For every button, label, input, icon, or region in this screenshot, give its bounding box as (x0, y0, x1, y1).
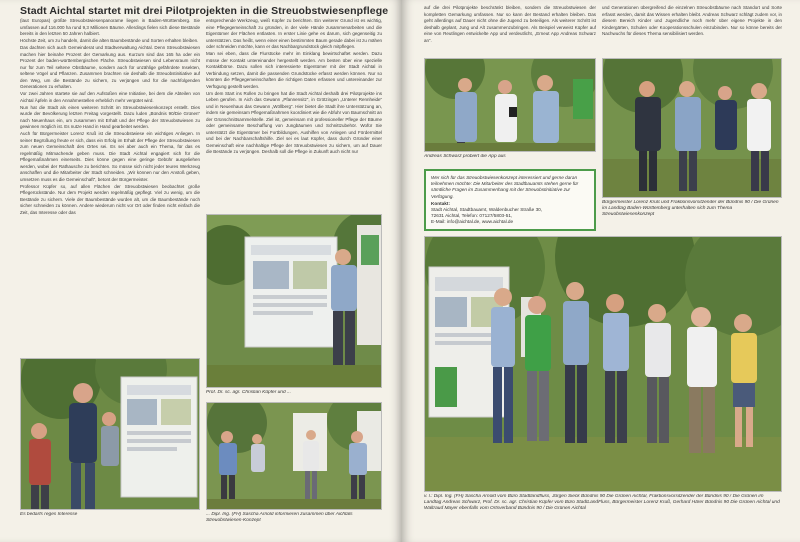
paragraph: Um dem Start ins Rollen zu bringen hat die Stadt Aichtal deshalb drei Pilotprojekte ins Leben gerufen. In Aich das Gewann „Pfannensitz“, in Grötzingen „Unterer Rennheide“ und in Neuenhaus das Gewann „Wöllberg“. Hier bietet die Stadt ihre Unterstützung an, indem sie gemeinsam Pflegemaßnahmen koordiniert wie die Abfuhr von Baumschnitt an der Grünschnittsammelstelle. Ziel ist, gemeinsam mit professioneller Pflege der Bäume oder gemeinsame Beschaffung von Jungbäumen und Schnittzubehör. Wofür Sie unterstützt die Eigentümer bei Fortbildungen, Aushilfen von Anlegen und Fördermittel und bei der Nachbarschaftshilfe. Ziel sei es laut Küpfer, dass durch Gründer einer Gemeinschaft eine nachhaltige Pflege der Streuobstwiesen zu sichern, um auf Dauer die Bestände zu verjüngen. Deshalb soll die Pflege in Zukunft auch nicht nur (206, 90, 382, 154)
contact-phone: 72631 Aichtal, Telefon: 07127/5803-51, (431, 213, 513, 219)
paragraph: Man sei eben, dass die Flurstücke mehr im Einklang bewirtschaftet werden. Dazu müsse der Kontakt untereinander hergestellt werden. Am besten über eine spezielle Kontaktbörse. Dazu sollen sich interessierte Eigentümer mit der Stadt Aichtal in Verbindung setzen, damit die passenden Grundstücke erfasst werden können. Nur so könnten die Pflegegemeinschaften die richtigen Daten erfassen und untereinander zur Verfügung gestellt werden. (206, 51, 382, 89)
paragraph: auf die drei Pilotprojekte beschränkt bleiben, sondern die Streuobstwiesen der kompletten Gemarkung umfassen. Nur so kann der Bestand erhalten bleiben. Das geht allerdings auf Dauer nicht ohne die Jugend zu beteiligen. Als weiterer Schritt ist deshalb geplant, Jung und Alt zusammenzubringen. Als Beispiel verweist Küpfer auf eine von Reutlingen entwickelte App und verdeutlicht, „Erneut App Andreas Schwarz an“. (424, 5, 596, 43)
contact-block (431, 201, 589, 226)
paragraph: Vor zwei Jahren startete sie auf den Aufstoßen eine Initiative, bei dem die Abteilen von Aichtal Äpfeln in den Annahmestellen erheblich mehr vergütet wird. (20, 91, 200, 103)
text-column-4 (602, 5, 782, 55)
photo-group-small (206, 402, 382, 510)
contact-address: Stadt Aichtal, Stadtbauamt, Waldenbucher Straße 30, (431, 207, 543, 213)
info-box-contact (424, 169, 596, 231)
text-column-1 (20, 18, 200, 356)
photo-interest (20, 358, 200, 510)
photo-group-large (424, 236, 782, 492)
caption-app: Andreas Schwarz probiert die App aus (424, 154, 506, 159)
paragraph: Auch für Bürgermeister Lorenz Kruß ist die Streuobstwiese ein wichtiges Anliegen. In seiner Begrüßung freute er sich, dass ein Erfolg im Erhalt der Pflege der Streuobstwiesen zum neuen Gemeinschaft des Ortes sei. Es sei aber auch ein Thema, für das es regelmäßig Mitmachende geben muss. Die Stadt Aichtal engagiert sich für die Pflegemaßnahmen einerseits. Dies könne gegen eine geringe Gebühr ausgeliehen werden, wobei der Rathausche zu berichten. So müsse sich nicht jeder teures Werkzeug anschaffen und die Mitarbeiter der Stadt schneiden. „Wir können nur den Anstoß geben, umsetzen muss es die Gemeinschaft“, betont der Bürgermeister. (20, 131, 200, 182)
photo-app (424, 58, 596, 152)
paragraph: Nun hat die Stadt als einen weiteren Schritt im Streuobstwiesenkonzept erstellt. Dies wurde der Bevölkerung letzten Freitag vorgestellt. Dazu luden „Bündnis 90/Die Grünen“ nach Neuenhaus ein, um zusammen mit Erhalt und der Pflege der Streuobstwiesen zu gewinnen möglich ist. Es nutze Hand in Hand gearbeitet werden. (20, 104, 200, 129)
text-column-2 (206, 18, 382, 212)
right-page (402, 0, 800, 542)
info-text: Wer sich für das Streuobstwiesenkonzept interessiert und gerne daran teilnehmen möchte: Die Mitarbeiter des Stadtbauamts stehen gerne für sämtliche Fragen im Zusammenhang mit der Streuobstinitiative zur Verfügung. (431, 175, 579, 199)
contact-label: Kontakt: (431, 200, 451, 206)
paragraph: (laut Europas) größte Streuobstwiesenpanorame liegen in Baden-Württemberg. Sie umfassen auf 116.000 ha rund 9,3 Millionen Bäume. Allerdings fielen sich diese Bestände bereits in den letzten 50 Jahren halbiert. (20, 18, 200, 36)
caption-group-large: v. l.: Dipl. Ing. (FH) Sascha Arnold vom Büro Stadtlandfluss, Jürgen Sieck Bündnis 90 Die Grünen Aichtal, Fraktionsvorsitzender der Bündnis 90 / Die Grünen im Landtag Andreas Schwarz, Prof. Dr. sc. agr. Christian Küpfer vom Büro StadtLandFluss, Bürgermeister Lorenz Kruß, Gerhard Härer Bündnis 90 Die Grünen Aichtal und Waltraud Mayer ebenfalls vom Ortsverband Bündnis 90 / Die Grünen Aichtal (424, 494, 780, 511)
photo-politicians (602, 58, 782, 198)
paragraph: Das dachten sich auch Gemeinderat und Stadtverwaltung Aichtal. Denn Streuobstwiesen machen hier beinahe Prozent der Gemarkung aus. Kurzum sind das 165 ha oder ein Prozent der baden-württembergischen Fläche. Streuobstwiesen sind Lebensraum nicht nur für zum Teil seltene Obstbäume, sondern auch für unzählige gefährdete Insekten, seltene Vögel und Pflanzen. Zusammen brachten sie deshalb die Streuobstinitiative auf den Weg, um die Bestände zu sichern, zu verjüngen und für die nachfolgenden Generationen zu erhalten. (20, 45, 200, 89)
caption-politicians: Bürgermeister Lorenz Kruß und Fraktionsvorsitzender der Bündnis 90 / Die Grünen im Landtag Baden-Württemberg unterhalten sich zum Thema Streuobstwiesenkonzept (602, 200, 779, 217)
caption-kids: Es bedarfs reges Interesse (20, 512, 78, 517)
photo-kuepfer-presentation (206, 214, 382, 388)
paragraph: Professor Küpfer so, auf allen Flächen der Streuobstwiesen beobachtet große Pflegerückstände. Nur dem Projekt werden regelmäßig gepflegt. Viel zu wenig, um die Bestände zu sichern. Viele der Baumbestände wurden alt, um die Baumbestände noch sicher schneiden zu können. Andere wiederum nicht vor Ort oder finden nicht einfach die Zeit, das Interesse oder das (20, 183, 200, 215)
paragraph: Höchste Zeit, um zu handeln, damit die alten Baumbestände und Sorten erhalten bleiben. (20, 38, 199, 43)
article-headline: Stadt Aichtal startet mit drei Pilotprojekten in die Streuobstwiesenpflege (20, 5, 389, 17)
paragraph: und Generationen übergreifend die einzelnen Streuobstbäume nach Standort und Sorte erfasst werden, damit das Wissen erhalten bleibt. Andreas Schwarz schlägt zudem vor, in diesem Bereich Kinder und Jugendliche noch mehr über eigene Projekte in den Kindergärten, Schulen oder Kooperationsschulen einzubinden. Nur so könne bereits der Nachwuchs für dieses Thema sensibilisiert werden. (602, 5, 782, 36)
caption-kuepfer: Prof. Dr. sc. agr. Christian Küpfer und ... (206, 390, 291, 395)
contact-email[interactable]: E-Mail: info@aichtal.de, www.aichtal.de (431, 219, 514, 225)
text-column-3 (424, 5, 596, 55)
paragraph: entsprechende Werkzeug, weiß Küpfer zu berichten. Ein weiterer Grund ist es wichtig, eine Pflegegemeinschaft zu gründen, in der viele Hände zusammenarbeiten und die Eigentümer der Flächen entlasten. In erster Linie gehe es darum, sich gegenseitig zu unterstützen. Das heißt, wenn einer einen bestimmten Baum gerade dabei ist zu mähen oder schneiden möchte, kann er das Nachbargrundstück gleich mitpflegen. (206, 18, 382, 49)
caption-group-small: ... Dipl. Ing. (FH) Sascha Arnold informieren zusammen über Aichtals Streuobstwiesen-Konzept (206, 512, 353, 523)
